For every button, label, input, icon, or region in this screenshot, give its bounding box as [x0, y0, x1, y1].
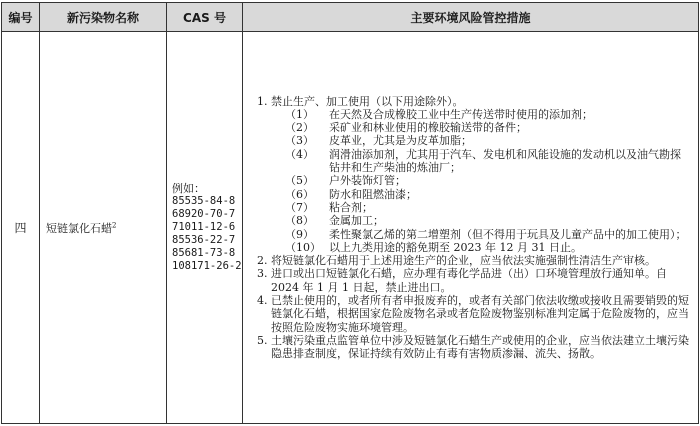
header-name: 新污染物名称	[40, 3, 167, 32]
cas-number: 68920-70-7	[172, 208, 236, 220]
subitem-text: 粘合剂；	[329, 200, 373, 214]
subitem-text: 润滑油添加剂，尤其用于汽车、发电机和风能设施的发动机以及油气勘探钻井和生产柴油的炼油厂；	[329, 147, 681, 175]
cas-example-label: 例如：	[172, 182, 205, 195]
measure-item	[257, 334, 690, 361]
measure-subitem: （5） 户外装饰灯管；	[285, 174, 406, 188]
footnote-marker: 2	[112, 220, 117, 229]
measure-item	[257, 267, 690, 294]
measure-subitem: （6） 防水和阻燃油漆；	[285, 187, 417, 201]
measure-number: 4.	[257, 293, 268, 307]
subitem-text: 皮革业，尤其是为皮革加脂；	[329, 134, 472, 148]
measure-item	[257, 294, 690, 334]
measure-number: 5.	[257, 333, 268, 347]
measure-subitem: （3） 皮革业，尤其是为皮革加脂；	[285, 134, 472, 148]
subitem-text: 防水和阻燃油漆；	[329, 187, 417, 201]
measure-subitem: （2） 采矿业和林业使用的橡胶输送带的备件；	[285, 121, 527, 135]
measure-text: 已禁止使用的，或者所有者申报废弃的，或者有关部门依法收缴或接收且需要销毁的短链氯化石蜡，根据国家危险废物名录或者危险废物鉴别标准判定属于危险废物的，应当按照危险废物实施环境管理。	[271, 293, 689, 334]
header-measures: 主要环境风险管控措施	[243, 3, 699, 32]
cas-cell	[167, 32, 243, 424]
subitem-text: 金属加工；	[329, 214, 384, 228]
measure-item	[257, 254, 690, 267]
measure-number: 1.	[257, 94, 268, 108]
measure-text: 禁止生产、加工使用（以下用途除外）。	[271, 94, 464, 108]
cas-number: 85681-73-8	[172, 247, 236, 259]
subitem-text: 在天然及合成橡胶工业中生产传送带时使用的添加剂；	[329, 107, 593, 121]
measure-subitem: （9） 柔性聚氯乙烯的第二增塑剂（但不得用于玩具及儿童产品中的加工使用）；	[285, 227, 687, 241]
pollutant-control-table	[1, 2, 699, 424]
measure-subitem: （10） 以上九类用途的豁免期至 2023 年 12 月 31 日止。	[285, 240, 582, 254]
cas-number: 85535-84-8	[172, 195, 236, 207]
measures-cell	[243, 32, 699, 424]
subitem-text: 采矿业和林业使用的橡胶输送带的备件；	[329, 121, 527, 135]
cas-number: 85536-22-7	[172, 234, 236, 246]
header-row	[2, 3, 699, 32]
row-number: 四	[2, 32, 40, 424]
header-no: 编号	[2, 3, 40, 32]
measure-text: 进口或出口短链氯化石蜡，应办理有毒化学品进（出）口环境管理放行通知单。自 2024 年 1 月 1 日起，禁止进出口。	[271, 267, 667, 294]
measure-subitem: （7） 粘合剂；	[285, 200, 373, 214]
table-row	[2, 32, 699, 424]
measure-number: 2.	[257, 254, 268, 268]
subitem-text: 以上九类用途的豁免期至 2023 年 12 月 31 日止。	[329, 240, 582, 254]
measure-text: 土壤污染重点监管单位中涉及短链氯化石蜡生产或使用的企业，应当依法建立土壤污染隐患排查制度，保证持续有效防止有毒有害物质渗漏、流失、扬散。	[271, 333, 689, 361]
header-cas: CAS 号	[167, 3, 243, 32]
measure-number: 3.	[257, 267, 268, 281]
measure-subitem: （8） 金属加工；	[285, 214, 384, 228]
subitem-text: 户外装饰灯管；	[329, 174, 406, 188]
measure-subitem: （4） 润滑油添加剂，尤其用于汽车、发电机和风能设施的发动机以及油气勘探钻井和生产柴油的炼油厂；	[257, 148, 690, 175]
cas-number: 71011-12-6	[172, 221, 236, 233]
pollutant-name-cell	[40, 32, 167, 424]
measure-subitem: （1） 在天然及合成橡胶工业中生产传送带时使用的添加剂；	[285, 107, 593, 121]
measure-text: 将短链氯化石蜡用于上述用途生产的企业，应当依法实施强制性清洁生产审核。	[271, 254, 656, 268]
subitem-text: 柔性聚氯乙烯的第二增塑剂（但不得用于玩具及儿童产品中的加工使用）；	[329, 227, 687, 241]
pollutant-name: 短链氯化石蜡	[46, 221, 112, 235]
cas-number: 108171-26-2	[172, 260, 242, 272]
measure-item	[257, 95, 690, 108]
